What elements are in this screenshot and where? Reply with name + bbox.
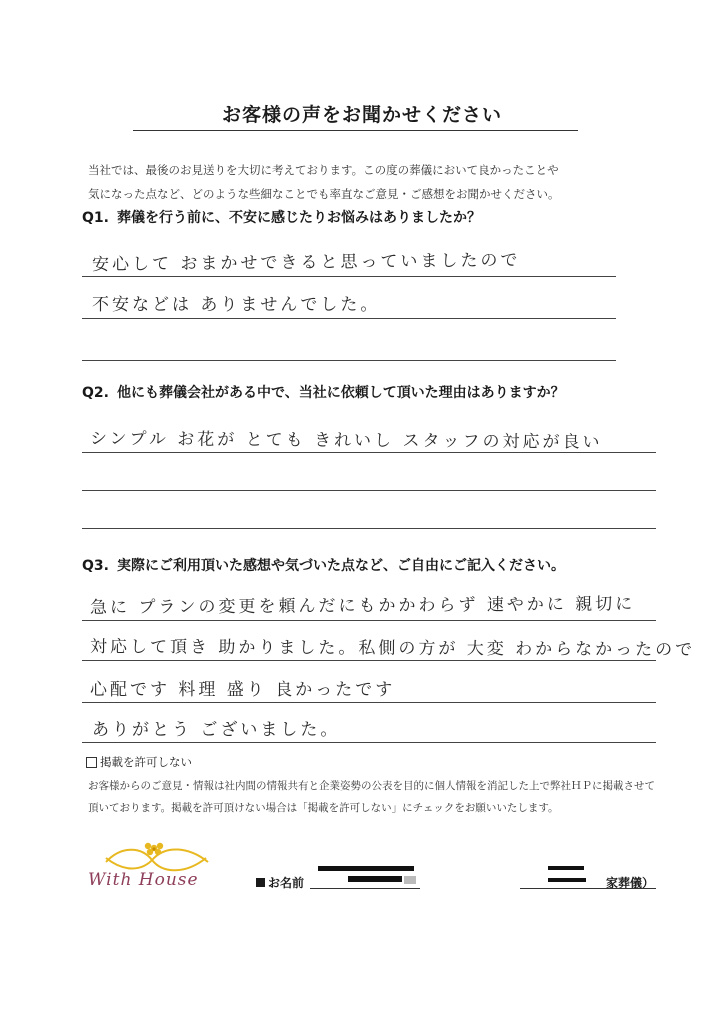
- answer-rule: [82, 452, 656, 453]
- redacted-name: [348, 876, 402, 882]
- answer-rule: [82, 702, 656, 703]
- question-text: 葬儀を行う前に、不安に感じたりお悩みはありましたか？: [116, 210, 481, 226]
- question-1: [82, 207, 481, 227]
- answer-rule: [82, 276, 616, 277]
- consent-checkbox-row[interactable]: [86, 754, 192, 770]
- consent-notice: [88, 775, 655, 819]
- redacted-family-name: [548, 878, 586, 882]
- answer-line: シンプル お花が とても きれいし スタッフの対応が良い: [89, 429, 603, 453]
- name-rule: [310, 888, 420, 889]
- question-number: Q1.: [82, 210, 109, 226]
- answer-line: 急に プランの変更を頼んだにもかかわらず 速やかに 親切に: [89, 594, 636, 618]
- answer-rule: [82, 318, 616, 319]
- notice-line: お客様からのご意見・情報は社内間の情報共有と企業姿勢の公表を目的に個人情報を消記した上で弊社ＨＰに掲載させて: [88, 780, 655, 792]
- name-label: お名前: [268, 876, 305, 890]
- family-suffix: 家葬儀）: [606, 876, 655, 890]
- answer-rule: [82, 620, 656, 621]
- answer-rule: [82, 528, 656, 529]
- page-title: お客様の声をお聞かせください: [221, 104, 502, 126]
- question-number: Q2.: [82, 385, 109, 401]
- title-underline: [133, 130, 578, 131]
- answer-line: 安心して おまかせできると思っていましたので: [91, 250, 521, 275]
- answer-rule: [82, 360, 616, 361]
- answer-rule: [82, 490, 656, 491]
- intro-text: [88, 158, 648, 206]
- logo-text: With House: [88, 870, 199, 890]
- answer-rule: [82, 742, 656, 743]
- question-2: [82, 382, 565, 402]
- question-number: Q3.: [82, 558, 109, 574]
- question-text: 他にも葬儀会社がある中で、当社に依頼して頂いた理由はありますか？: [116, 385, 565, 401]
- intro-line: 気になった点など、どのような些細なことでも率直なご意見・ご感想をお聞かせください。: [88, 187, 560, 201]
- intro-line: 当社では、最後のお見送りを大切に考えております。この度の葬儀において良かったことや: [88, 163, 559, 177]
- name-label-row: [256, 874, 304, 891]
- consent-label: 掲載を許可しない: [100, 755, 192, 769]
- answer-line: 対応して頂き 助かりました。私側の方が 大変 わからなかったので: [89, 637, 696, 661]
- company-logo: [86, 838, 226, 898]
- question-text: 実際にご利用頂いた感想や気づいた点など、ご自由にご記入ください。: [116, 558, 565, 574]
- redacted-name: [318, 866, 414, 871]
- redacted-family-name: [548, 866, 584, 870]
- consent-checkbox[interactable]: [86, 757, 97, 768]
- redacted-name: [404, 876, 416, 884]
- answer-line: 心配です 料理 盛り 良かったです: [90, 680, 396, 700]
- question-3: [82, 555, 565, 575]
- family-rule: [520, 888, 656, 889]
- answer-line: 不安などは ありませんでした。: [92, 295, 381, 315]
- square-bullet-icon: [256, 878, 265, 887]
- answer-line: ありがとう ございました。: [92, 720, 341, 740]
- answer-rule: [82, 660, 656, 661]
- notice-line: 頂いております。掲載を許可頂けない場合は「掲載を許可しない」にチェックをお願いいたします。: [88, 802, 559, 814]
